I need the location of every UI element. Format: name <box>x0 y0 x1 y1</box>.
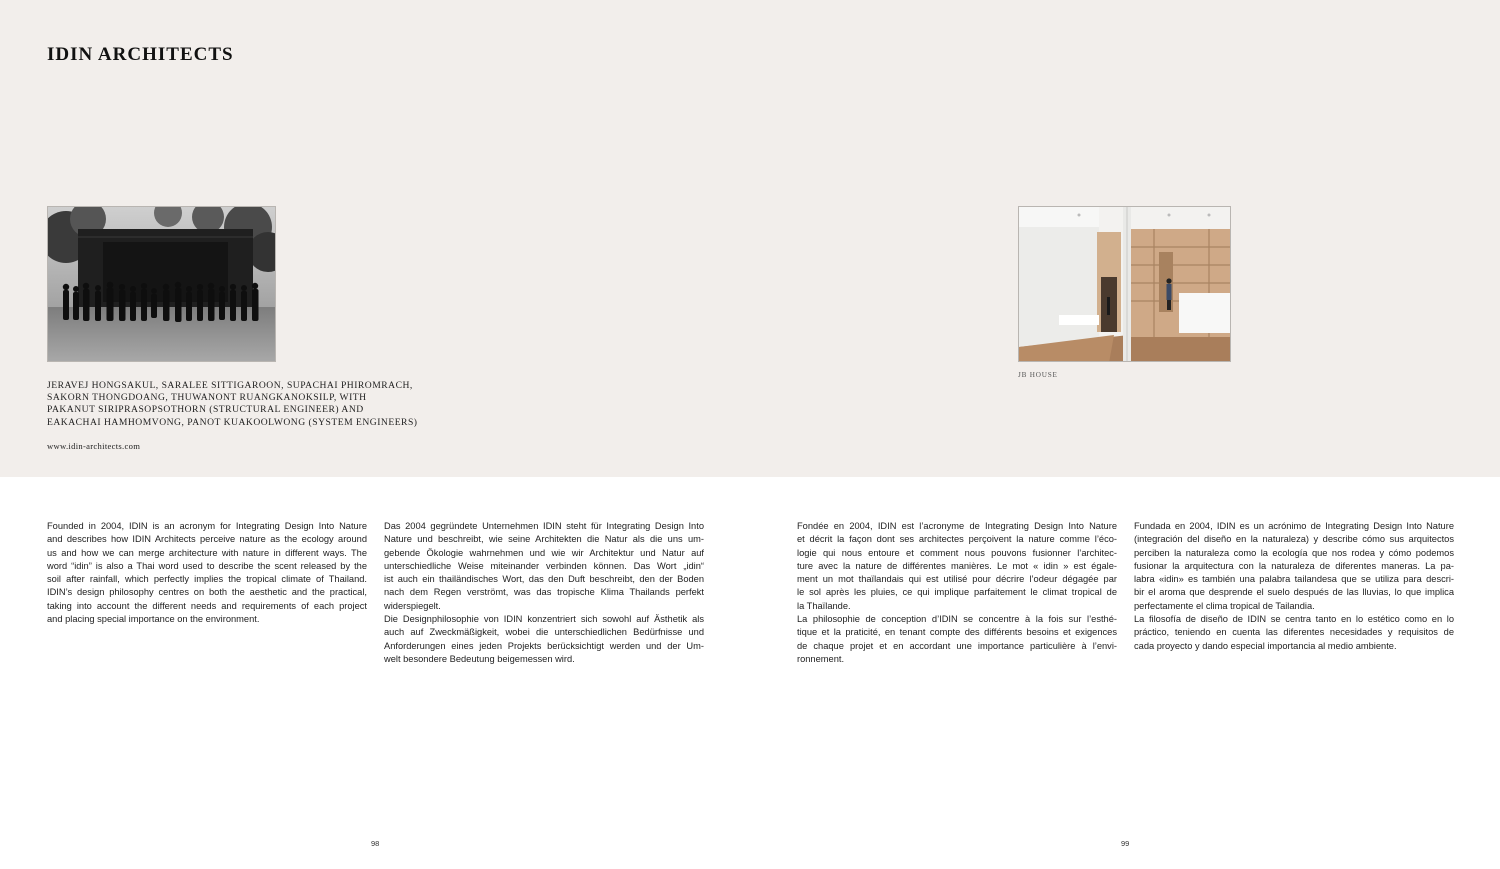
text-line: Fondée en 2004, IDIN est l’acronyme de Integrating Design Into Nature <box>797 521 1117 531</box>
text-column-spanish <box>1134 520 1454 653</box>
text-line: ture avec la nature de différentes manières. Le mot « idin » est égale- <box>797 560 1117 571</box>
text-line: soil after rainfall, which perfectly implies the tropical climate of Thailand. <box>47 574 367 585</box>
text-line: et décrit la façon dont ses architectes perçoivent la nature comme l’éco- <box>797 534 1117 545</box>
text-column-french <box>797 520 1117 666</box>
page-number-left: 98 <box>371 839 380 848</box>
paragraph <box>1134 520 1454 613</box>
text-column-english <box>47 520 367 626</box>
image-caption: JB HOUSE <box>1018 371 1058 379</box>
paragraph <box>797 613 1117 666</box>
text-line: Anforderungen eines jeden Projekts berücksichtigt werden und der Um- <box>384 640 704 651</box>
page-title: IDIN ARCHITECTS <box>47 44 234 65</box>
text-line: nach dem Regen verströmt, was das tropische Klima Thailands perfekt <box>384 587 704 598</box>
text-line: Die Designphilosophie von IDIN konzentriert sich sowohl auf Ästhetik als <box>384 614 704 625</box>
paragraph <box>47 520 367 626</box>
credit-line: JERAVEJ HONGSAKUL, SARALEE SITTIGAROON, SUPACHAI PHIROMRACH, <box>47 380 413 391</box>
jb-house-photo <box>1018 206 1231 362</box>
text-line: auch auf Zweckmäßigkeit, wobei die unterschiedlichen Bedürfnisse und <box>384 627 704 638</box>
text-line: Founded in 2004, IDIN is an acronym for Integrating Design Into Nature <box>47 521 367 531</box>
text-line: widerspiegelt. <box>384 600 441 611</box>
text-line: welt besondere Bedeutung beigemessen wird. <box>384 653 575 664</box>
text-line: práctico, teniendo en cuenta las diferentes necesidades y requisitos de <box>1134 627 1454 638</box>
text-line: ist auch ein thailändisches Wort, das den Duft beschreibt, den der Boden <box>384 574 704 585</box>
text-line: La philosophie de conception d’IDIN se concentre à la fois sur l’esthé- <box>797 614 1117 625</box>
paragraph <box>1134 613 1454 653</box>
paragraph <box>384 520 704 613</box>
text-line: tique et la praticité, en tenant compte des différents besoins et exigences <box>797 627 1117 638</box>
paragraph <box>384 613 704 666</box>
text-line: Fundada en 2004, IDIN es un acrónimo de Integrating Design Into Nature <box>1134 521 1454 531</box>
text-line: bir el aroma que desprende el suelo después de las lluvias, lo que implica <box>1134 587 1454 598</box>
text-line: IDIN’s design philosophy centres on both the aesthetic and the practical, <box>47 587 367 598</box>
text-line: gebende Ökologie wahrnehmen und wie wir Architektur und Natur auf <box>384 547 704 558</box>
credit-line: PAKANUT SIRIPRASOPSOTHORN (STRUCTURAL ENGINEER) AND <box>47 404 364 416</box>
text-column-german <box>384 520 704 666</box>
text-line: word “idin” is also a Thai word used to describe the scent released by the <box>47 560 367 571</box>
website-link[interactable]: www.idin-architects.com <box>47 441 141 451</box>
text-line: unterschiedliche Weise miteinander verbinden können. Das Wort „idin“ <box>384 560 704 571</box>
text-line: labra «idin» es también una palabra tailandesa que se utiliza para descri- <box>1134 574 1454 585</box>
text-line: Nature und beschreibt, wie seine Architekten die Natur als die uns um- <box>384 534 704 545</box>
paragraph <box>797 520 1117 613</box>
text-line: le sol après les pluies, ce qui implique parfaitement le climat tropical de <box>797 587 1117 598</box>
text-line: ment un mot thaïlandais qui est utilisé pour décrire l’odeur dégagée par <box>797 574 1117 585</box>
text-line: logie qui nous entoure et comment nous pouvons fusionner l’architec- <box>797 547 1117 558</box>
credit-line: SAKORN THONGDOANG, THUWANONT RUANGKANOKSILP, WITH <box>47 392 367 404</box>
text-line: cada proyecto y dando especial importancia al medio ambiente. <box>1134 640 1397 651</box>
team-photo <box>47 206 276 362</box>
text-line: de chaque projet et en accordant une importance particulière à l’envi- <box>797 640 1117 651</box>
text-line: la Thaïlande. <box>797 600 851 611</box>
text-line: perciben la naturaleza como la ecología que nos rodea y cómo podemos <box>1134 547 1454 558</box>
text-line: us and how we can merge architecture with nature in different ways. The <box>47 547 367 558</box>
text-line: Das 2004 gegründete Unternehmen IDIN steht für Integrating Design Into <box>384 521 704 531</box>
credit-line: EAKACHAI HAMHOMVONG, PANOT KUAKOOLWONG (SYSTEM ENGINEERS) <box>47 416 418 428</box>
team-credits <box>47 380 447 429</box>
text-line: ronnement. <box>797 653 845 664</box>
text-line: fusionar la arquitectura con la naturaleza de diferentes maneras. La pa- <box>1134 560 1454 571</box>
text-line: (integración del diseño en la naturaleza) y describe cómo sus arquitectos <box>1134 534 1454 545</box>
text-line: and describes how IDIN Architects perceive nature as the ecology around <box>47 534 367 545</box>
page-number-right: 99 <box>1121 839 1130 848</box>
text-line: La filosofía de diseño de IDIN se centra tanto en lo estético como en lo <box>1134 614 1454 625</box>
text-line: taking into account the different needs and requirements of each project <box>47 600 367 611</box>
text-line: perfectamente el clima tropical de Tailandia. <box>1134 600 1315 611</box>
text-line: and placing special importance on the environment. <box>47 614 260 625</box>
